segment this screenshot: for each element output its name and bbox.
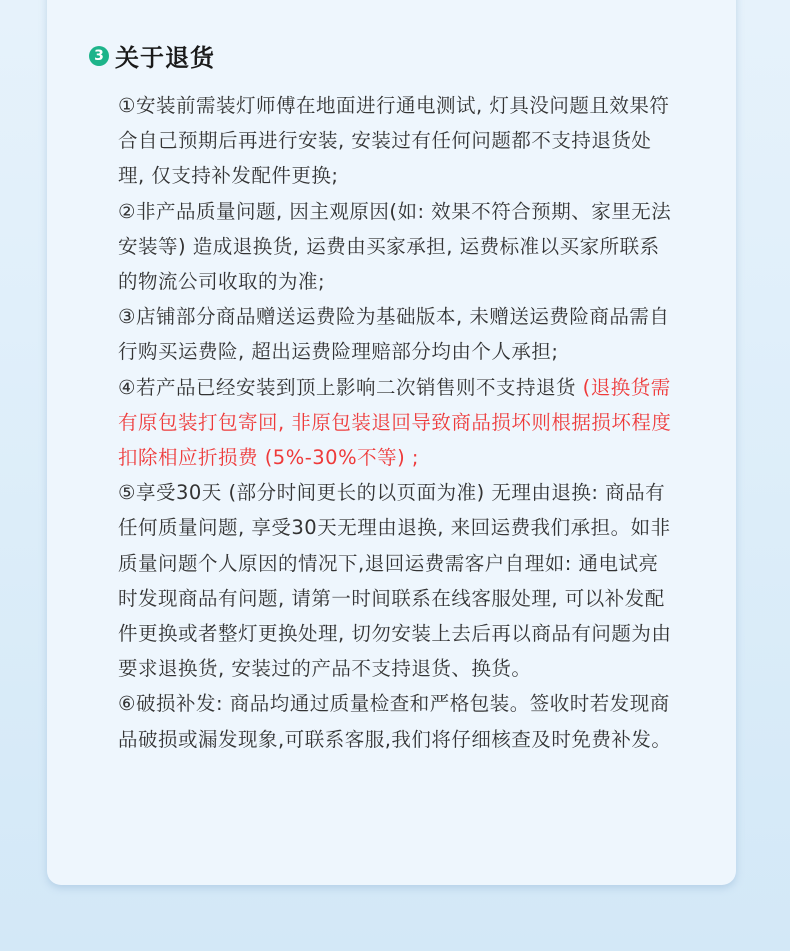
policy-content bbox=[118, 88, 672, 757]
policy-item-6: ⑥破损补发: 商品均通过质量检查和严格包装。签收时若发现商品破损或漏发现象,可联系客服,我们将仔细核查及时免费补发。 bbox=[118, 692, 672, 751]
policy-item-4-highlight: (退换货需有原包装打包寄回, 非原包装退回导致商品损坏则根据损坏程度扣除相应折损费 (5%-30%不等) ; bbox=[118, 375, 672, 470]
policy-item-3: ③店铺部分商品赠送运费险为基础版本, 未赠送运费险商品需自行购买运费险, 超出运费险理赔部分均由个人承担; bbox=[118, 305, 670, 364]
policy-item-5: ⑤享受30天 (部分时间更长的以页面为准) 无理由退换: 商品有任何质量问题, 享受30天无理由退换, 来回运费我们承担。如非质量问题个人原因的情况下,退回运费需客户自理如: 通电试亮时发现商品有问题, 请第一时间联系在线客服处理, 可以补发配件更换或者整灯更换处理, 切勿安装上去后再以商品有问题为由要求退换货, 安装过的产品不支持退货、换货。 bbox=[118, 481, 672, 681]
policy-item-4-text: ④若产品已经安装到顶上影响二次销售则不支持退货 bbox=[118, 375, 576, 399]
policy-item-1: ①安装前需装灯师傅在地面进行通电测试, 灯具没问题且效果符合自己预期后再进行安装, 安装过有任何问题都不支持退货处理, 仅支持补发配件更换; bbox=[118, 94, 670, 188]
section-number-badge: 3 bbox=[89, 46, 109, 66]
policy-item-4 bbox=[118, 370, 672, 476]
policy-item-2: ②非产品质量问题, 因主观原因(如: 效果不符合预期、家里无法安装等) 造成退换货, 运费由买家承担, 运费标准以买家所联系的物流公司收取的为准; bbox=[118, 199, 672, 294]
section-header bbox=[89, 38, 215, 73]
section-title: 关于退货 bbox=[115, 44, 215, 72]
